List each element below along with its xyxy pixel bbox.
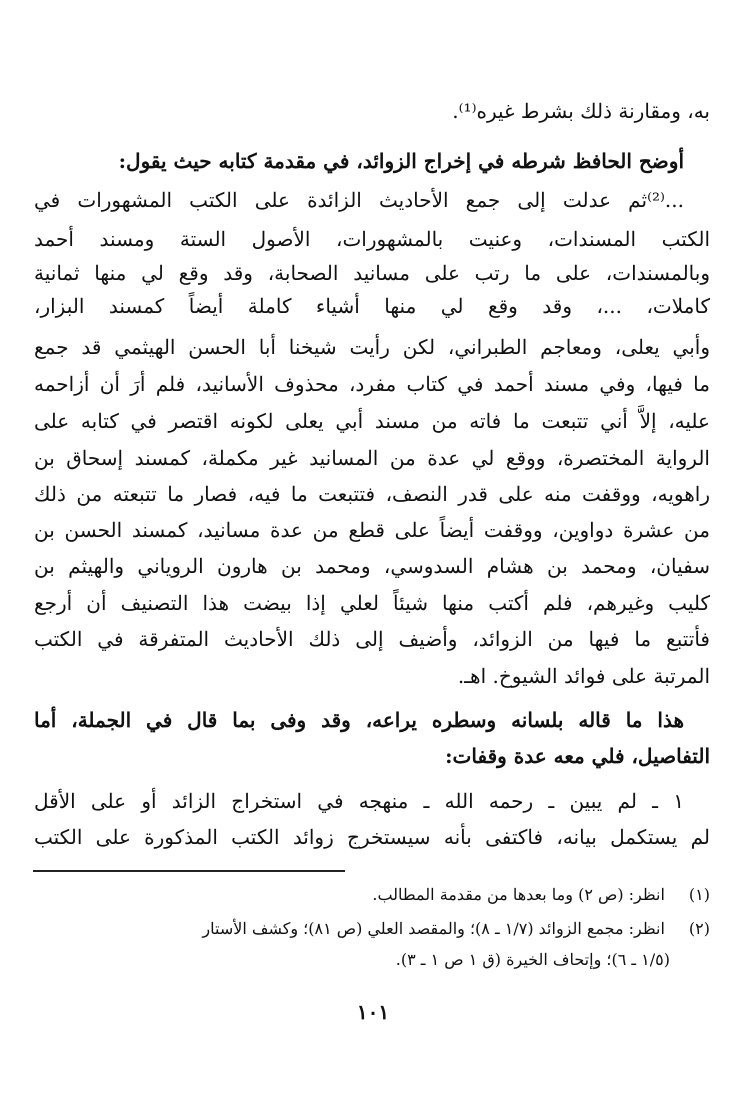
body-line-20: لم يستكمل بيانه، فاكتفى بأنه سيستخرج زوائد الكتب المذكورة على الكتب [34, 825, 710, 849]
body-line-15: فأتتبع ما فيها من الزوائد، وأضيف إلى ذلك الأحاديث المتفرقة في الكتب [34, 627, 710, 651]
footnote-1-text: انظر: (ص ٢) وما بعدها من مقدمة المطالب. [372, 885, 665, 904]
body-line-11: راهويه، ووقفت منه على قدر النصف، فتتبعت ما فيه، فصار ما تتبعته من ذلك [34, 482, 710, 506]
body-line-19: ١ ـ لم يبين ـ رحمه الله ـ منهجه في استخراج الزائد أو على الأقل [34, 789, 684, 813]
body-line-12: من عشرة دواوين، ووقفت أيضاً على قطع من عدة مسانيد، كمسند الحسن بن [34, 518, 710, 542]
footnote-1-number: (١) [688, 885, 710, 904]
body-line-2: أوضح الحافظ شرطه في إخراج الزوائد، في مقدمة كتابه حيث يقول: [118, 149, 684, 173]
body-line-6: كاملات، ...، وقد وقع لي منها أشياء كاملة أيضاً كمسند البزار، [34, 294, 710, 318]
footnote-2-continuation: (١/٥ ـ ٦)؛ وإتحاف الخيرة (ق ١ ص ١ ـ ٣). [395, 950, 670, 969]
body-line-3: ...⁽²⁾ثم عدلت إلى جمع الأحاديث الزائدة على الكتب المشهورات في [34, 188, 684, 212]
footnote-2-number: (٢) [688, 919, 710, 938]
body-line-4: الكتب المسندات، وعنيت بالمشهورات، الأصول الستة ومسند أحمد [34, 227, 710, 251]
body-line-14: كليب وغيرهم، فلم أكتب منها شيئاً لعلي إذا بيضت هذا التصنيف أن أرجع [34, 591, 710, 615]
footnote-2-text: انظر: مجمع الزوائد (١/٧ ـ ٨)؛ والمقصد العلي (ص ٨١)؛ وكشف الأستار [202, 919, 665, 938]
footnote-1 [34, 880, 710, 910]
body-line-18: التفاصيل، فلي معه عدة وقفات: [445, 744, 710, 768]
body-line-7: وأبي يعلى، ومعاجم الطبراني، لكن رأيت شيخنا أبا الحسن الهيثمي قد جمع [34, 335, 710, 359]
body-line-13: سفيان، ومحمد بن هشام السدوسي، ومحمد بن هارون الروياني والهيثم بن [34, 554, 710, 578]
body-line-9: عليه، إلاَّ أني تتبعت ما فاته من مسند أبي يعلى لكونه اقتصر في كتابه على [34, 409, 710, 433]
page-number: ١٠١ [356, 1000, 390, 1024]
body-line-10: الرواية المختصرة، ووقع لي عدة من المسانيد غير مكملة، كمسند إسحاق بن [34, 446, 710, 470]
footnote-divider [33, 870, 345, 872]
footnote-2 [34, 914, 710, 944]
body-line-1: به، ومقارنة ذلك بشرط غيره⁽¹⁾. [452, 99, 710, 123]
body-line-16: المرتبة على فوائد الشيوخ. اهـ. [457, 664, 710, 688]
body-line-17: هذا ما قاله بلسانه وسطره يراعه، وقد وفى بما قال في الجملة، أما [34, 708, 684, 732]
body-line-5: وبالمسندات، على ما رتب على مسانيد الصحابة، وقد وقع لي منها ثمانية [34, 261, 710, 285]
body-line-8: ما فيها، وفي مسند أحمد في كتاب مفرد، محذوف الأسانيد، فلم أرَ أن أزاحمه [34, 372, 710, 396]
